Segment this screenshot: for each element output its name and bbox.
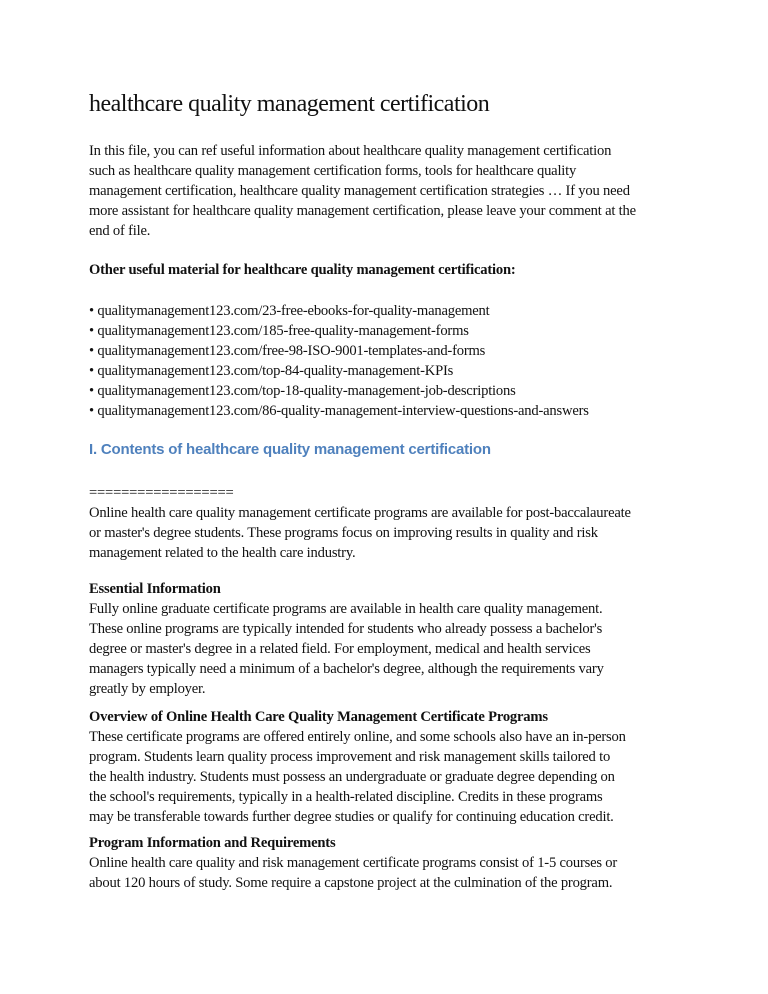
subsection-overview bbox=[89, 707, 689, 827]
link-item[interactable]: • qualitymanagement123.com/86-quality-management-interview-questions-and-answers bbox=[89, 403, 589, 419]
separator: ================== bbox=[89, 485, 234, 501]
subsection-program-information bbox=[89, 833, 689, 893]
text-line: the health industry. Students must possess an undergraduate or graduate degree depending on bbox=[89, 769, 615, 785]
link-item[interactable]: • qualitymanagement123.com/185-free-quality-management-forms bbox=[89, 323, 469, 339]
link-item[interactable]: • qualitymanagement123.com/top-18-quality-management-job-descriptions bbox=[89, 383, 516, 399]
text-line: the school's requirements, typically in a health-related discipline. Credits in these programs bbox=[89, 789, 603, 805]
text-line: or master's degree students. These programs focus on improving results in quality and risk bbox=[89, 525, 598, 541]
text-line: end of file. bbox=[89, 223, 151, 239]
other-material-heading: Other useful material for healthcare quality management certification: bbox=[89, 262, 516, 278]
subsection-essential-information bbox=[89, 579, 689, 699]
text-line: management related to the health care industry. bbox=[89, 545, 356, 561]
text-line: may be transferable towards further degree studies or qualify for continuing education credit. bbox=[89, 809, 614, 825]
section-intro bbox=[89, 483, 689, 563]
intro-paragraph bbox=[89, 141, 689, 241]
section-heading: I. Contents of healthcare quality management certification bbox=[89, 441, 491, 458]
subsection-heading: Essential Information bbox=[89, 581, 221, 597]
document-title: healthcare quality management certification bbox=[89, 91, 490, 117]
text-line: such as healthcare quality management certification forms, tools for healthcare quality bbox=[89, 163, 577, 179]
text-line: management certification, healthcare quality management certification strategies … If you need bbox=[89, 183, 630, 199]
text-line: Online health care quality and risk management certificate programs consist of 1-5 courses or bbox=[89, 855, 618, 871]
text-line: In this file, you can ref useful information about healthcare quality management certification bbox=[89, 143, 612, 159]
text-line: These certificate programs are offered entirely online, and some schools also have an in-person bbox=[89, 729, 626, 745]
text-line: about 120 hours of study. Some require a capstone project at the culmination of the program. bbox=[89, 875, 613, 891]
text-line: more assistant for healthcare quality management certification, please leave your comment at the bbox=[89, 203, 636, 219]
text-line: greatly by employer. bbox=[89, 681, 206, 697]
subsection-heading: Program Information and Requirements bbox=[89, 835, 336, 851]
link-item[interactable]: • qualitymanagement123.com/23-free-ebooks-for-quality-management bbox=[89, 303, 490, 319]
text-line: These online programs are typically intended for students who already possess a bachelor's bbox=[89, 621, 603, 637]
text-line: managers typically need a minimum of a bachelor's degree, although the requirements vary bbox=[89, 661, 604, 677]
text-line: Fully online graduate certificate programs are available in health care quality management. bbox=[89, 601, 603, 617]
text-line: Online health care quality management certificate programs are available for post-baccalaureate bbox=[89, 505, 631, 521]
link-item[interactable]: • qualitymanagement123.com/free-98-ISO-9001-templates-and-forms bbox=[89, 343, 486, 359]
link-item[interactable]: • qualitymanagement123.com/top-84-quality-management-KPIs bbox=[89, 363, 454, 379]
text-line: degree or master's degree in a related field. For employment, medical and health services bbox=[89, 641, 591, 657]
subsection-heading: Overview of Online Health Care Quality Management Certificate Programs bbox=[89, 709, 548, 725]
text-line: program. Students learn quality process improvement and risk management skills tailored to bbox=[89, 749, 611, 765]
link-list bbox=[89, 301, 689, 421]
